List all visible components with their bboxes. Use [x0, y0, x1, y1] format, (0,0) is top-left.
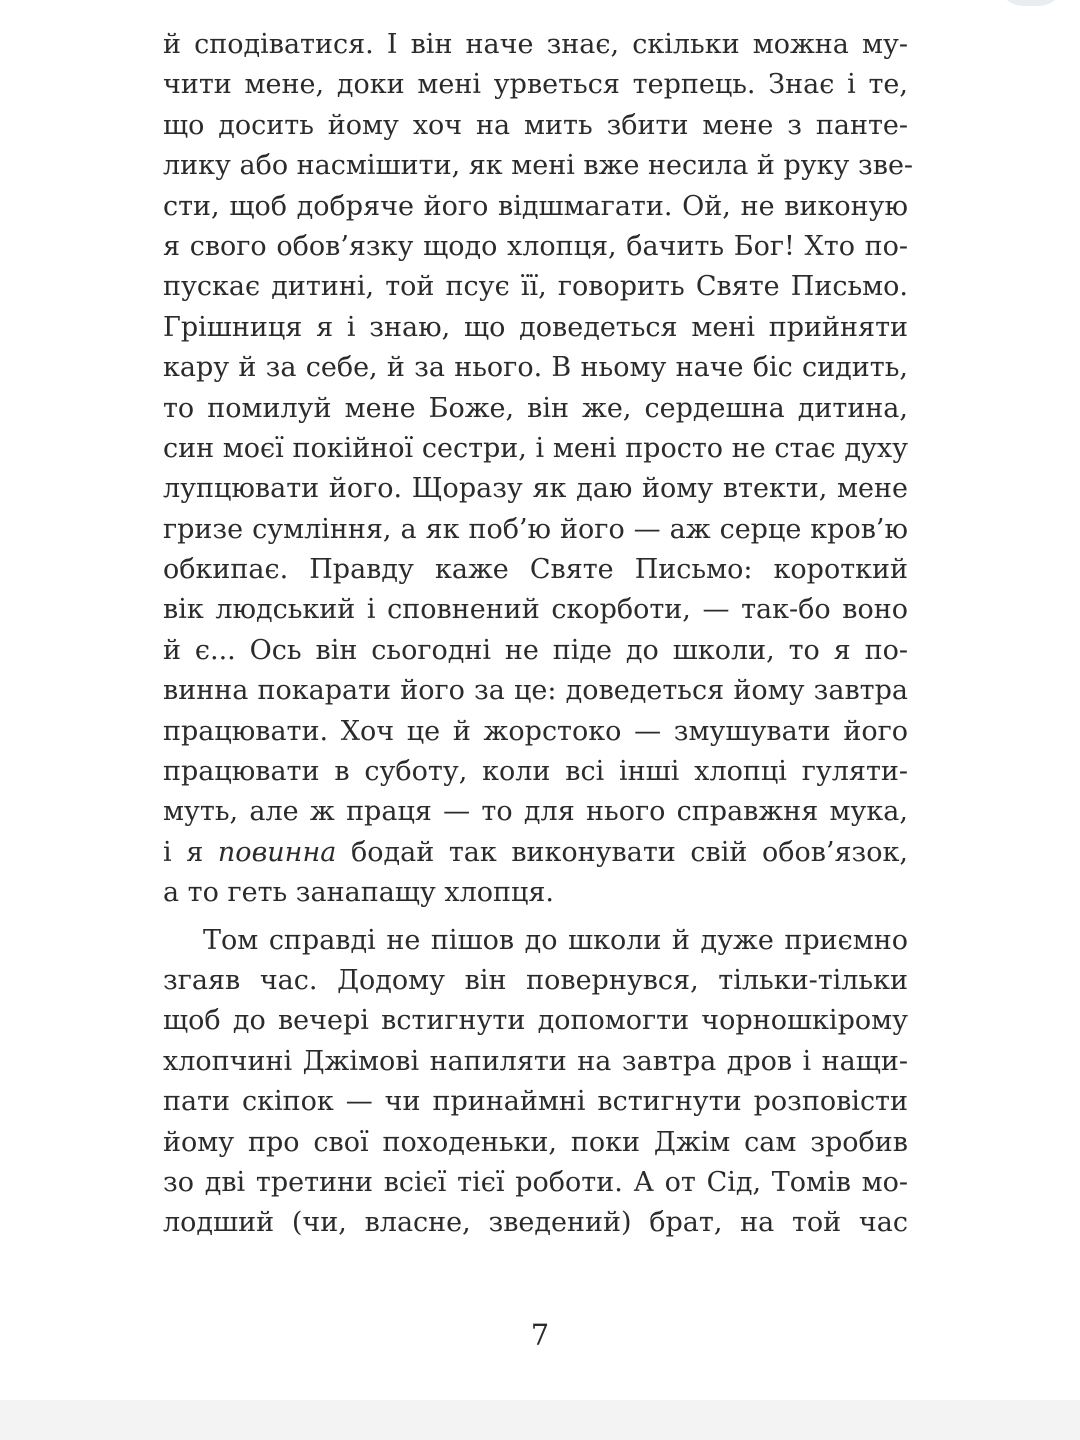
text-line: я свого обов’язку щодо хлопця, бачить Бог! Хто по- [163, 230, 908, 262]
text-line: щоб до вечері встигнути допомогти чорношкірому [163, 1005, 908, 1037]
text-line: й сподіватися. І він наче знає, скільки можна му- [163, 29, 908, 60]
text-line: зо дві третини всієї тієї роботи. А от Сід, Томів мо- [163, 1166, 908, 1198]
text-line: син моєї покійної сестри, і мені просто не стає духу [163, 432, 908, 464]
text-line: обкипає. Правду каже Святе Письмо: короткий [163, 554, 908, 586]
text-line: що досить йому хоч на мить збити мене з панте- [163, 109, 908, 141]
text-line: й є... Ось він сьогодні не піде до школи, то я по- [163, 634, 908, 666]
text-line: винна покарати його за це: доведеться йому завтра [163, 675, 908, 707]
text-line: вік людський і сповнений скорботи, — так-бо воно [163, 594, 908, 626]
text-line: кару й за себе, й за нього. В ньому наче біс сидить, [163, 352, 908, 384]
text-line: лупцювати його. Щоразу як даю йому втекти, мене [163, 473, 908, 505]
text-line: хлопчині Джімові напиляти на завтра дров і нащи- [163, 1045, 908, 1077]
text-line: пати скіпок — чи принаймні встигнути розповісти [163, 1086, 908, 1118]
text-line: згаяв час. Додому він повернувся, тільки-тільки [163, 964, 908, 996]
text-line-with-emphasis [163, 833, 908, 873]
text-line: гризе сумління, а як поб’ю його — аж серце кров’ю [163, 513, 908, 545]
text-line: а то геть занапащу хлопця. [163, 877, 554, 909]
corner-artifact [996, 0, 1066, 6]
text-line: сти, щоб добряче його відшмагати. Ой, не виконую [163, 190, 908, 222]
text-line: Том справді не пішов до школи й дуже приємно [203, 924, 908, 956]
paragraph-1 [163, 25, 914, 914]
text-line: пускає дитині, той псує її, говорить Святе Письмо. [163, 271, 908, 303]
paragraph-2 [163, 921, 908, 1244]
text-line: то помилуй мене Боже, він же, сердешна дитина, [163, 392, 908, 424]
text-line: йому про свої походеньки, поки Джім сам зробив [163, 1126, 908, 1158]
text-line: працювати в суботу, коли всі інші хлопці гуляти- [163, 756, 908, 788]
page-number: 7 [530, 1318, 550, 1352]
text-line: лику або насмішити, як мені вже несила й руку зве- [163, 150, 914, 182]
text-run: і я [163, 836, 218, 868]
text-line: працювати. Хоч це й жорстоко — змушувати його [163, 715, 908, 747]
emphasized-word: повинна [217, 836, 337, 868]
text-run: бодай так виконувати свій обов’язок, [336, 836, 908, 868]
text-line: чити мене, доки мені урветься терпець. Знає і те, [163, 69, 908, 101]
text-line: муть, але ж праця — то для нього справжня мука, [163, 796, 908, 828]
text-line: Грішниця я і знаю, що доведеться мені прийняти [163, 311, 908, 343]
body-text [163, 25, 914, 1244]
text-line: лодший (чи, власне, зведений) брат, на той час [163, 1207, 908, 1239]
